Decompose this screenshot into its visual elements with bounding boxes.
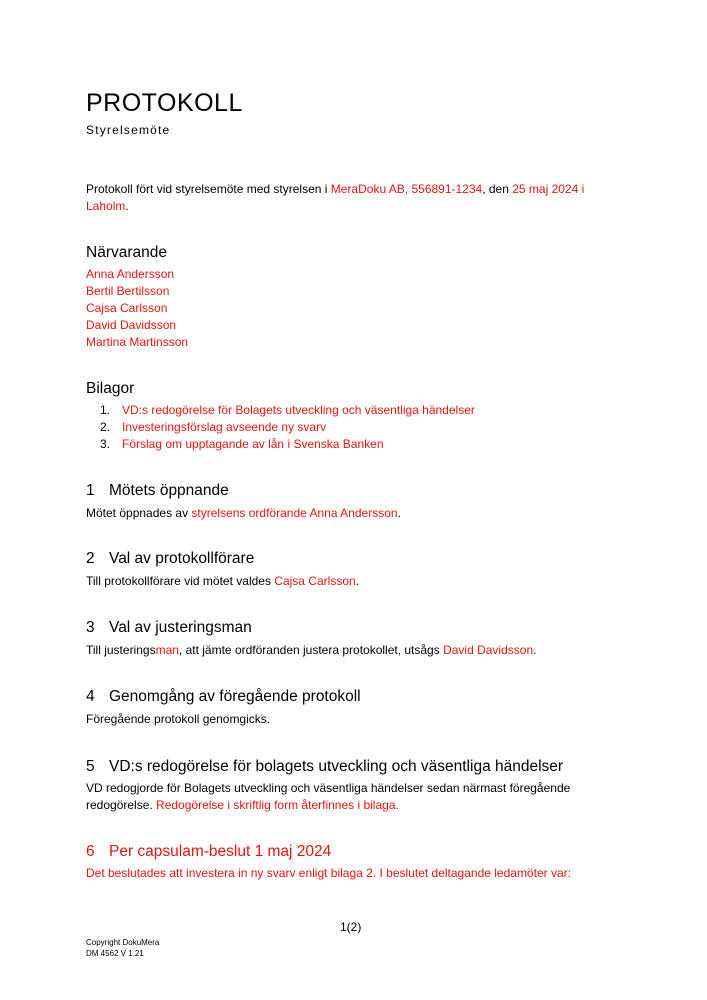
secretary-name: Cajsa Carlsson: [274, 574, 356, 588]
section-6-heading: [86, 842, 331, 862]
section-4-text: Föregående protokoll genomgicks.: [86, 712, 271, 726]
chairman-name: styrelsens ordförande Anna Andersson: [191, 506, 398, 520]
body-text-end: .: [533, 643, 537, 657]
list-number: 2.: [100, 420, 111, 434]
section-number: 6: [86, 843, 95, 860]
gender-term: man: [155, 643, 179, 657]
meeting-date-place: 25 maj 2024 i Laholm: [86, 182, 585, 213]
section-5-heading: [86, 757, 563, 777]
section-6-text: Det beslutades att investera in ny svarv enligt bilaga 2. I beslutet deltagande ledamöter var:: [86, 866, 571, 880]
section-number: 4: [86, 688, 95, 705]
adjuster-name: David Davidsson: [443, 643, 534, 657]
document-version: DM 4562 V 1.21: [86, 949, 144, 958]
section-1-text: [86, 505, 401, 522]
attendee-name: Anna Andersson: [86, 267, 175, 281]
section-title: Genomgång av föregående protokoll: [109, 688, 361, 705]
section-5-text: [86, 780, 570, 814]
section-number: 5: [86, 758, 95, 775]
attachments-list: [100, 402, 475, 453]
body-text: , att jämte ordföranden justera protokollet, utsågs: [178, 643, 444, 657]
list-item: [100, 402, 475, 419]
body-text: Till justerings: [86, 643, 156, 657]
section-3-heading: [86, 618, 252, 638]
section-1-heading: [86, 481, 229, 501]
page-subtitle: Styrelsemöte: [86, 123, 171, 137]
attachment-reference: Redogörelse i skriftlig form återfinnes i bilaga.: [156, 798, 399, 812]
attendee-name: Cajsa Carlsson: [86, 301, 168, 315]
list-number: 1.: [100, 403, 111, 417]
copyright-text: Copyright DokuMera: [86, 938, 160, 947]
attendee-name: David Davidsson: [86, 318, 177, 332]
attachment-title: Förslag om upptagande av lån i Svenska Banken: [122, 437, 384, 451]
section-title: Per capsulam-beslut 1 maj 2024: [109, 843, 332, 860]
list-item: [100, 436, 475, 453]
attachment-title: VD:s redogörelse för Bolagets utveckling och väsentliga händelser: [122, 403, 475, 417]
body-text: Till protokollförare vid mötet valdes: [86, 574, 275, 588]
section-title: Mötets öppnande: [109, 482, 229, 499]
body-text: redogörelse.: [86, 798, 157, 812]
section-4-heading: [86, 687, 361, 707]
attachment-title: Investeringsförslag avseende ny svarv: [122, 420, 327, 434]
section-number: 3: [86, 619, 95, 636]
intro-text: Protokoll fört vid styrelsemöte med styrelsen i: [86, 182, 331, 196]
section-2-heading: [86, 549, 254, 569]
section-2-text: [86, 573, 359, 590]
intro-end: .: [125, 199, 129, 213]
section-title: VD:s redogörelse för bolagets utveckling och väsentliga händelser: [109, 758, 564, 775]
intro-paragraph: [86, 181, 626, 215]
body-text: VD redogjorde för Bolagets utveckling och väsentliga händelser sedan närmast föregående: [86, 781, 571, 795]
intro-text-2: , den: [482, 182, 513, 196]
attendee-list: [86, 266, 188, 351]
section-title: Val av protokollförare: [109, 550, 255, 567]
section-number: 2: [86, 550, 95, 567]
body-text-end: .: [397, 506, 401, 520]
list-item: [100, 419, 475, 436]
list-number: 3.: [100, 437, 111, 451]
attachments-heading: Bilagor: [86, 380, 135, 397]
attendee-name: Bertil Bertilsson: [86, 284, 170, 298]
body-text-line-2: [86, 797, 570, 814]
section-number: 1: [86, 482, 95, 499]
body-text: Mötet öppnades av: [86, 506, 192, 520]
company-name: MeraDoku AB, 556891-1234: [330, 182, 483, 196]
section-title: Val av justeringsman: [109, 619, 252, 636]
attendees-heading: Närvarande: [86, 244, 167, 261]
body-text-end: .: [355, 574, 360, 588]
attendee-name: Martina Martinsson: [86, 335, 189, 349]
page-number: 1(2): [340, 920, 362, 934]
page-title: PROTOKOLL: [86, 89, 243, 117]
section-3-text: [86, 642, 536, 659]
